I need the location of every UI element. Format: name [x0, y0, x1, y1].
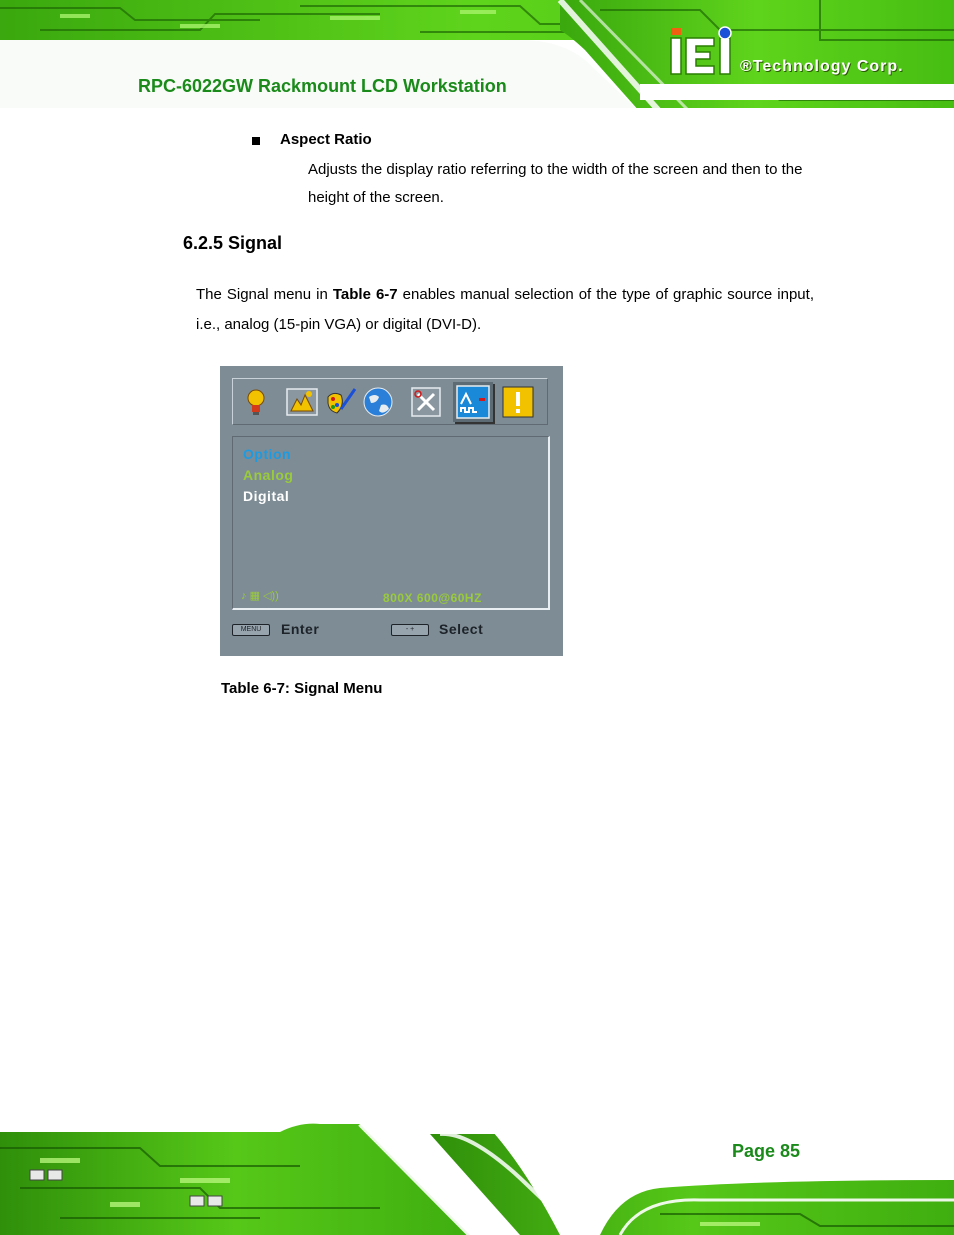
- enter-label: Enter: [281, 621, 320, 637]
- aspect-ratio-heading: Aspect Ratio: [280, 131, 372, 148]
- intro-text-start: The Signal menu in: [196, 286, 333, 303]
- tools-icon: [409, 385, 443, 419]
- table-reference: Table 6-7: [332, 286, 398, 303]
- speaker-icon: ◁)): [263, 590, 279, 602]
- osd-digital-option[interactable]: Digital: [243, 488, 290, 504]
- picture-icon: [285, 385, 319, 419]
- globe-icon: [361, 385, 395, 419]
- info-icon: [501, 385, 535, 419]
- lightbulb-icon: [239, 385, 273, 419]
- select-label: Select: [439, 621, 484, 637]
- audio-note-icon: ♪: [241, 590, 247, 602]
- osd-status-icons: [241, 589, 279, 602]
- iei-logo: [668, 26, 738, 76]
- signal-intro-paragraph: [196, 280, 814, 340]
- signal-menu-screenshot: [220, 366, 563, 656]
- intro-text-end: enables manual selection of the type of graphic source input, i.e., analog (15-pin VGA) or digital (DVI-D).: [196, 286, 814, 333]
- minus-plus-key-icon: - +: [391, 624, 429, 636]
- aspect-ratio-description: Adjusts the display ratio referring to the width of the screen and then to the height of the screen.: [308, 161, 803, 206]
- table-caption: Table 6-7: Signal Menu: [221, 680, 383, 697]
- section-heading: 6.2.5 Signal: [183, 233, 283, 253]
- menu-key-icon: MENU: [232, 624, 270, 636]
- color-palette-icon: [325, 385, 359, 419]
- osd-analog-option[interactable]: Analog: [243, 467, 294, 483]
- document-title: RPC-6022GW Rackmount LCD Workstation: [138, 76, 507, 96]
- signal-icon: [453, 382, 493, 422]
- bullet-square-icon: [252, 137, 260, 145]
- brand-name: ®Technology Corp.: [740, 58, 904, 75]
- osd-resolution-readout: 800X 600@60HZ: [383, 591, 482, 605]
- footer-circuit-banner: [0, 1118, 954, 1235]
- osd-signal-panel: [232, 436, 550, 610]
- keypad-icon: ▦: [249, 590, 260, 602]
- osd-icon-bar: [232, 378, 548, 425]
- osd-option-label: Option: [243, 446, 292, 462]
- page-number: Page 85: [732, 1141, 801, 1161]
